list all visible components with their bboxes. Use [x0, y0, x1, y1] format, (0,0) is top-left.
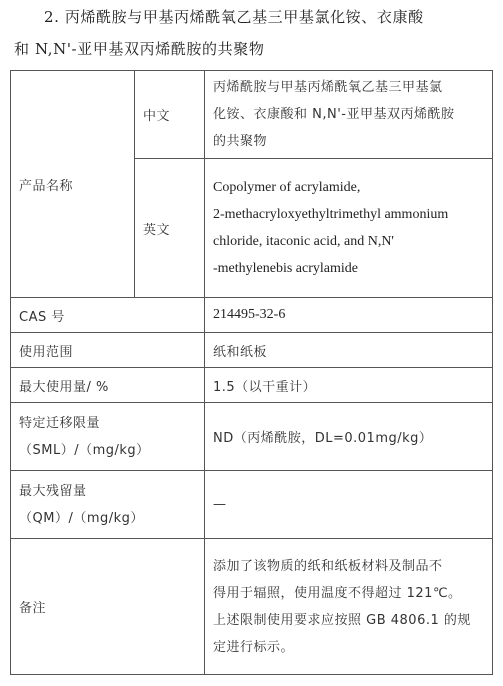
max-use-value: 1.5（以干重计） [205, 368, 493, 403]
chinese-name-line: 的共聚物 [213, 134, 268, 149]
qm-label [11, 471, 205, 539]
english-name-line: 2-methacryloxyethyltrimethyl ammonium [213, 207, 449, 222]
product-name-label: 产品名称 [11, 71, 135, 298]
chinese-name-value [205, 71, 493, 159]
scope-label: 使用范围 [11, 333, 205, 368]
cas-value: 214495-32-6 [205, 298, 493, 333]
english-name-line: -methylenebis acrylamide [213, 261, 358, 276]
remarks-line: 得用于辐照，使用温度不得超过 121℃。 [213, 585, 462, 601]
remarks-line: 上述限制使用要求应按照 GB 4806.1 的规 [213, 612, 471, 628]
chinese-name-line: 化铵、衣康酸和 N,N'-亚甲基双丙烯酰胺 [213, 107, 455, 122]
remarks-label: 备注 [11, 539, 205, 675]
remarks-value [205, 539, 493, 675]
qm-value: — [205, 471, 493, 539]
sml-label-line: 特定迁移限量 [19, 415, 101, 431]
section-heading-line-2: 和 N,N'-亚甲基双丙烯酰胺的共聚物 [14, 40, 265, 58]
substance-spec-table [10, 70, 493, 675]
qm-label-line: 最大残留量 [19, 483, 87, 499]
sml-value: ND（丙烯酰胺，DL=0.01mg/kg） [205, 403, 493, 471]
english-name-label: 英文 [135, 159, 205, 298]
cas-label: CAS 号 [11, 298, 205, 333]
english-name-value [205, 159, 493, 298]
remarks-line: 添加了该物质的纸和纸板材料及制品不 [213, 558, 443, 574]
section-heading-line-1: 2. 丙烯酰胺与甲基丙烯酰氧乙基三甲基氯化铵、衣康酸 [44, 8, 424, 26]
english-name-line: Copolymer of acrylamide, [213, 180, 361, 195]
max-use-label: 最大使用量/ % [11, 368, 205, 403]
scope-value: 纸和纸板 [205, 333, 493, 368]
sml-label [11, 403, 205, 471]
chinese-name-label: 中文 [135, 71, 205, 159]
remarks-line: 定进行标示。 [213, 639, 295, 655]
chinese-name-line: 丙烯酰胺与甲基丙烯酰氧乙基三甲基氯 [213, 80, 443, 95]
sml-label-line: （SML）/（mg/kg） [19, 442, 150, 458]
qm-label-line: （QM）/（mg/kg） [19, 510, 144, 526]
english-name-line: chloride, itaconic acid, and N,N' [213, 234, 394, 249]
